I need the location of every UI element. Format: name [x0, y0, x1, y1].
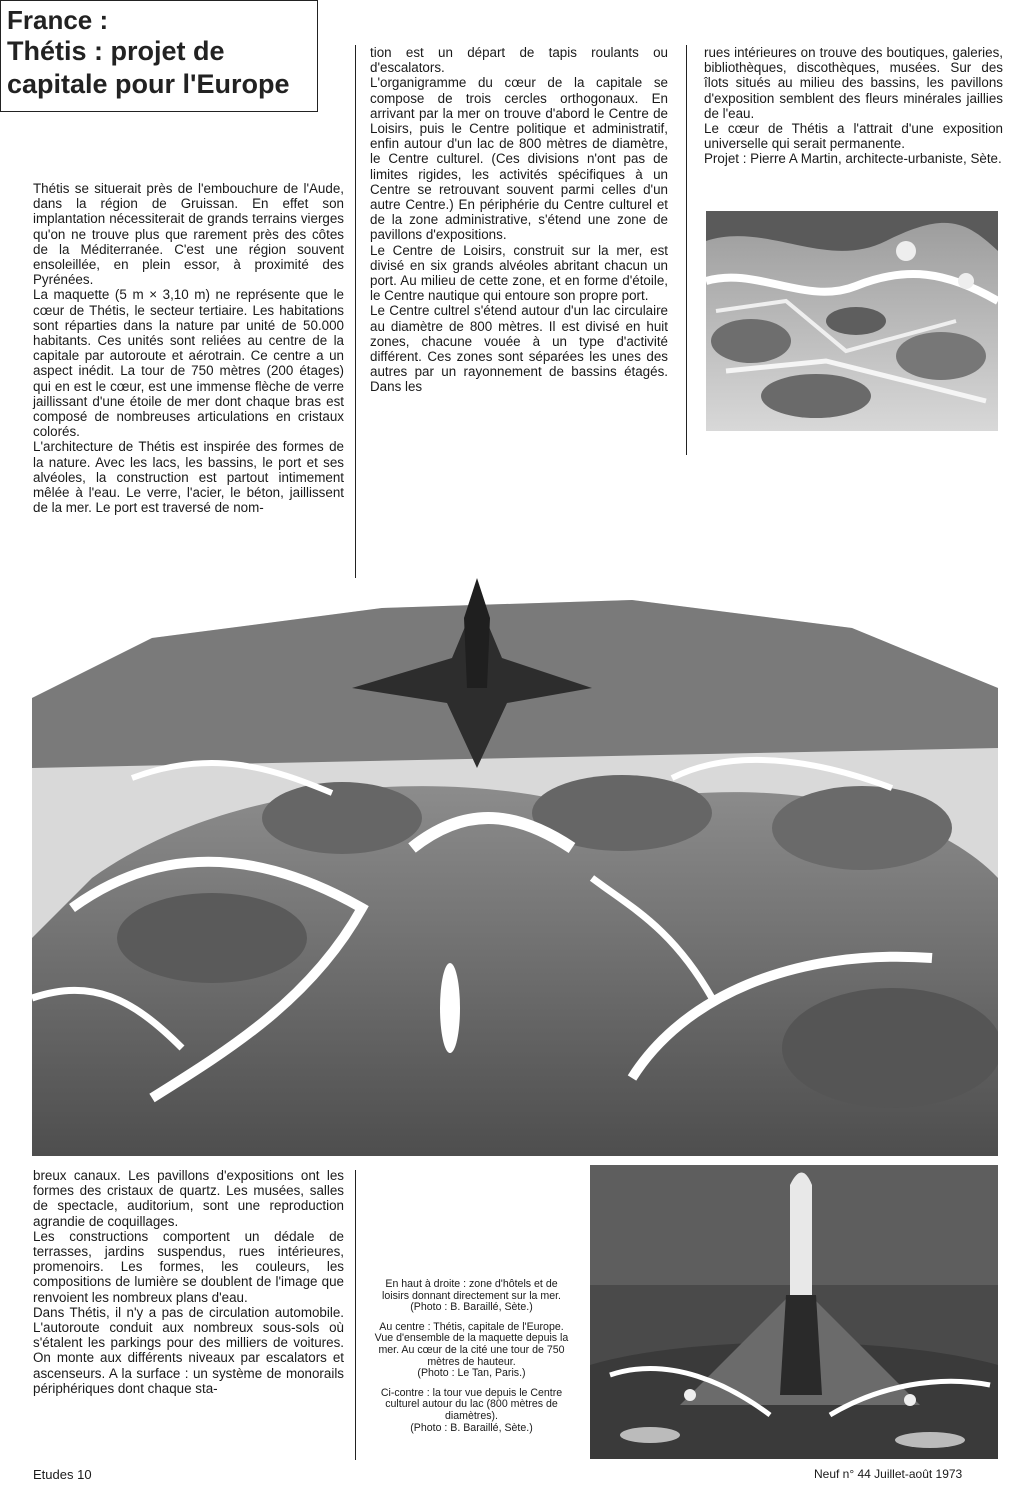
tower-photo-drawing [590, 1165, 998, 1459]
main-model-photo-drawing [32, 578, 998, 1156]
paragraph: Le Centre de Loisirs, construit sur la mer, est divisé en six grands alvéoles abritant chacun un port. Au milieu de cette zone, et en forme d'étoile, le Centre nautique qui entoure son propre port. [370, 242, 668, 304]
caption-text: Au centre : Thétis, capitale de l'Europe. Vue d'ensemble de la maquette depuis la mer. Au cœur de la cité une tour de 750 mètres de hauteur. [374, 1320, 569, 1368]
hotel-zone-photo [706, 211, 998, 431]
footer-section-label: Etudes 10 [33, 1467, 92, 1482]
paragraph: L'architecture de Thétis est inspirée des formes de la nature. Avec les lacs, les bassins, le port et ses alvéoles, la construction est partout intimement mêlée à l'eau. Le verre, l'acier, le béton, jaillissent de la mer. Le port est traversé de nom- [33, 439, 344, 516]
paragraph: Projet : Pierre A Martin, architecte-urbaniste, Sète. [704, 151, 1002, 167]
paragraph: L'organigramme du cœur de la capitale se compose de trois cercles orthogonaux. En arrivant par la mer on trouve d'abord le Centre de Loisirs, puis le Centre politique et administratif, enfin autour d'un lac de 800 mètres de diamètre, le Centre culturel. (Ces divisions n'ont pas de limites rigides, les activités spécifiques à un Centre se retrouvant souvent parmi celles d'un autre Centre.) En périphérie du Centre culturel et de la zone administrative, s'étend une zone de pavillons d'expositions. [370, 75, 668, 243]
photo-captions [372, 1279, 571, 1442]
paragraph: rues intérieures on trouve des boutiques, galeries, bibliothèques, discothèques, musées. Sur des îlots situés au milieu des bassins, les pavillons d'exposition semblent des fleurs minérales jaillies de l'eau. [704, 45, 1003, 121]
paragraph: Dans Thétis, il n'y a pas de circulation automobile. L'autoroute conduit aux nombreux sous-sols où s'étalent les parkings pour des milliers de voitures. On monte aux différents niveaux par escalators et ascenseurs. A la surface : un système de monorails périphériques dont chaque sta- [33, 1304, 344, 1396]
column-rule [355, 45, 356, 582]
caption-text: En haut à droite : zone d'hôtels et de loisirs donnant directement sur la mer. [382, 1278, 561, 1302]
paragraph: Le Centre cultrel s'étend autour d'un lac circulaire au diamètre de 800 mètres. Il est divisé en huit zones, chacune vouée à un type d'activité différent. Ces zones sont séparées les unes des autres par un rayonnement de bassins étagés. Dans les [370, 303, 668, 395]
tower-photo [590, 1165, 998, 1459]
caption-text: Ci-contre : la tour vue depuis le Centre culturel autour du lac (800 mètres de diamètres). [380, 1386, 563, 1422]
caption-center [372, 1322, 571, 1380]
main-model-photo [32, 578, 998, 1156]
paragraph: tion est un départ de tapis roulants ou d'escalators. [370, 45, 668, 76]
article-column-3 [704, 45, 1003, 167]
title-line-3: capitale pour l'Europe [7, 69, 290, 99]
article-column-2 [370, 45, 668, 395]
title-line-2: Thétis : projet de [7, 36, 225, 66]
title-line-1: France : [7, 5, 109, 35]
caption-top-right [372, 1279, 571, 1314]
paragraph: Le cœur de Thétis a l'attrait d'une exposition universelle qui serait permanente. [704, 121, 1003, 152]
paragraph: breux canaux. Les pavillons d'expositions ont les formes des cristaux de quartz. Les musées, salles de spectacle, auditorium, sont une reproduction agrandie de coquillages. [33, 1168, 344, 1229]
article-column-1 [33, 181, 344, 515]
article-column-4 [33, 1168, 344, 1396]
caption-tower [372, 1388, 571, 1434]
paragraph: Thétis se situerait près de l'embouchure de l'Aude, dans la région de Gruissan. En effet son implantation nécessiterait de grands terrains vierges qu'on ne trouve plus que rarement près des côtes de la Méditerranée. C'est une région souvent ensoleillée, en plein essor, à proximité des Pyrénées. [33, 181, 344, 288]
column-rule [686, 45, 687, 455]
caption-credit: (Photo : Le Tan, Paris.) [417, 1367, 526, 1380]
footer-issue-info: Neuf n° 44 Juillet-août 1973 [814, 1467, 963, 1481]
title-box [0, 0, 318, 112]
paragraph: Les constructions comportent un dédale de terrasses, jardins suspendus, rues intérieures, promenoirs. Les formes, les couleurs, les compositions de lumière se doublent de l'image que renvoient les nombreux plans d'eau. [33, 1228, 344, 1305]
caption-credit: (Photo : B. Baraillé, Sète.) [410, 1301, 533, 1314]
column-rule [355, 1170, 356, 1460]
hotel-zone-photo-drawing [706, 211, 998, 431]
caption-credit: (Photo : B. Baraillé, Sète.) [410, 1421, 533, 1434]
paragraph: La maquette (5 m × 3,10 m) ne représente que le cœur de Thétis, le secteur tertiaire. Les habitations sont réparties dans la nature par unité de 50.000 habitants. Ces unités sont reliées au centre de la capitale par autoroute et aérotrain. Ce centre a un aspect inédit. La tour de 750 mètres (200 étages) qui en est le cœur, est une immense flèche de verre jaillissant d'une étoile de mer dont chaque bras est composé de nombreuses articulations en cristaux colorés. [33, 287, 344, 440]
